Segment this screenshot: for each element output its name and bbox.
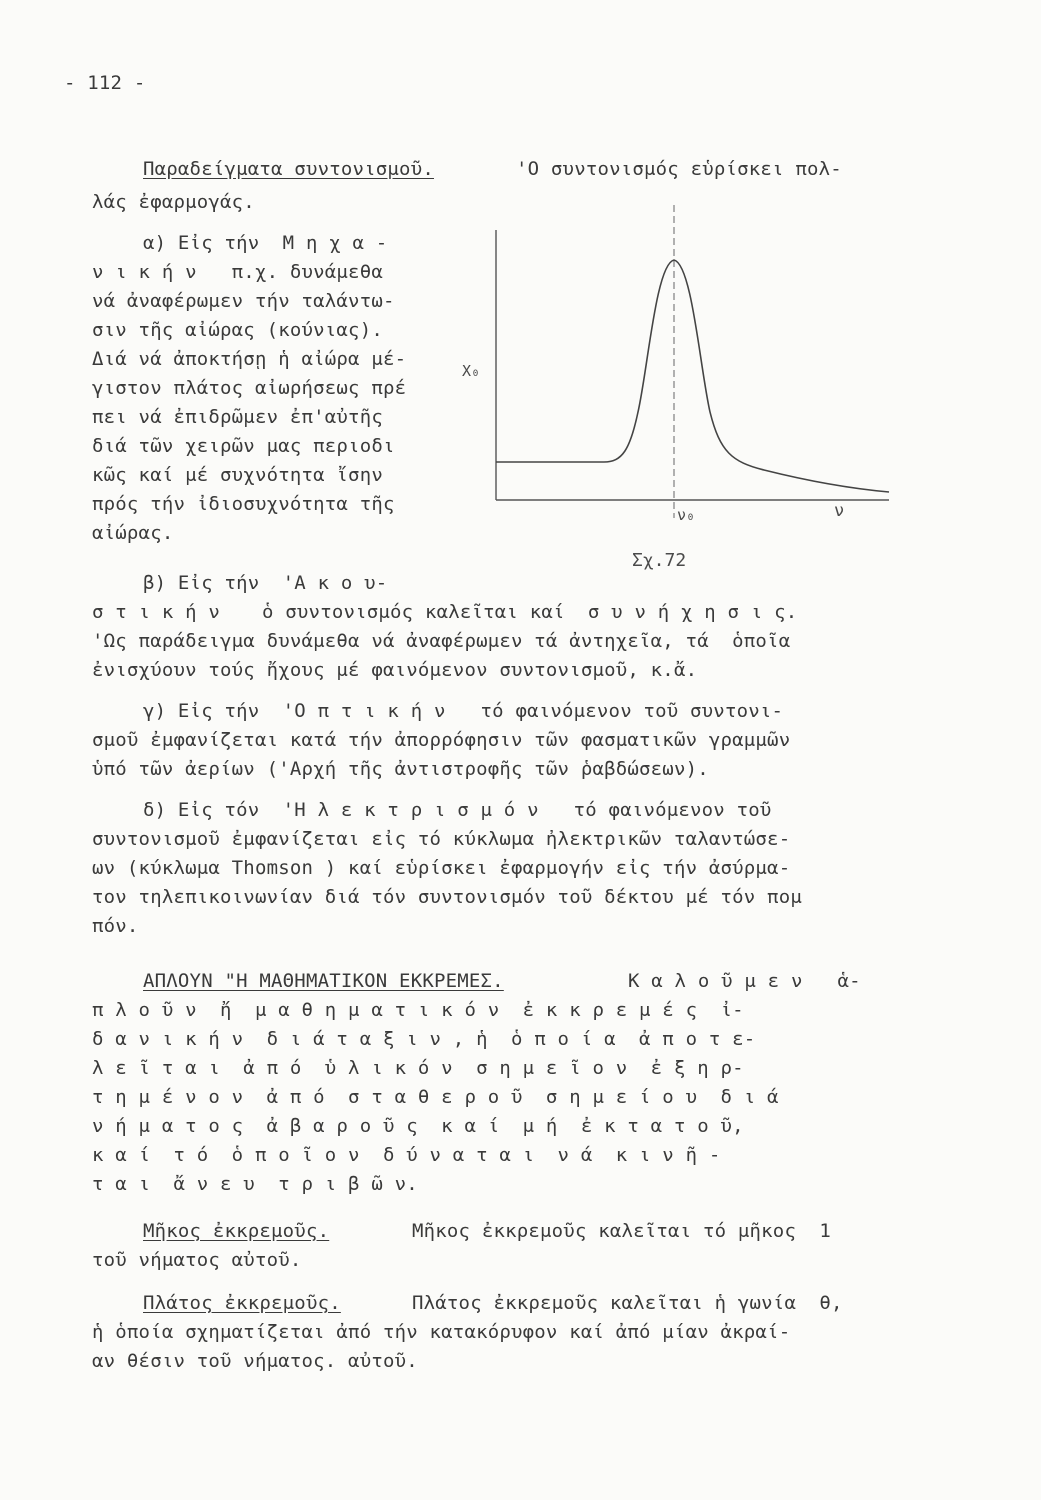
pendulum-line-6: ν ή μ α τ ο ς ἀ β α ρ ο ῦ ς κ α ί μ ή ἐ κ τ α τ ο ῦ, (92, 1115, 744, 1137)
resonance-curve (496, 260, 889, 492)
y-axis-label: Χ₀ (462, 362, 481, 380)
pendulum-line-3: δ α ν ι κ ή ν δ ι ά τ α ξ ι ν , ἡ ὁ π ο ί α ἀ π ο τ ε- (92, 1028, 756, 1050)
length-line-1: Μῆκος ἐκκρεμοῦς καλεῖται τό μῆκος 1 (412, 1220, 832, 1242)
section-heading-resonance-examples: Παραδείγματα συντονισμοῦ. (143, 158, 434, 180)
item-b-line-1: β) Εἰς τήν 'Α κ ο υ- (143, 572, 388, 594)
intro-line-1: 'Ο συντονισμός εὑρίσκει πολ- (516, 158, 842, 180)
item-a-line-7: πει νά ἐπιδρῶμεν ἐπ'αὐτῆς (92, 406, 383, 428)
intro-line-2: λάς ἐφαρμογάς. (92, 191, 255, 213)
x-axis-label: ν (834, 501, 845, 521)
pendulum-line-5: τ η μ έ ν ο ν ἀ π ό σ τ α θ ε ρ ο ῦ σ η μ ε ί ο υ δ ι ά (92, 1086, 779, 1108)
pendulum-line-1: Κ α λ ο ῦ μ ε ν ἁ- (628, 970, 861, 992)
item-c-line-2: σμοῦ ἐμφανίζεται κατά τήν ἀπορρόφησιν τῶν φασματικῶν γραμμῶν (92, 729, 791, 751)
item-a-line-9: κῶς καί μέ συχνότητα ἴσην (92, 464, 383, 486)
resonance-curve-figure (464, 200, 904, 580)
pendulum-line-7: κ α ί τ ό ὁ π ο ῖ ο ν δ ύ ν α τ α ι ν ά κ ι ν ῆ - (92, 1144, 721, 1166)
item-b-line-2a: σ τ ι κ ή ν (92, 601, 221, 623)
item-a-line-3: νά ἀναφέρωμεν τήν ταλάντω- (92, 290, 395, 312)
resonance-frequency-label: ν₀ (677, 506, 696, 524)
item-b-line-3: 'Ως παράδειγμα δυνάμεθα νά ἀναφέρωμεν τά ἀντηχεῖα, τά ὁποῖα (92, 630, 791, 652)
length-line-2: τοῦ νήματος αὐτοῦ. (92, 1249, 302, 1271)
pendulum-line-8: τ α ι ἄ ν ε υ τ ρ ι β ῶ ν. (92, 1173, 418, 1195)
item-b-line-2b: ὁ συντονισμός καλεῖται καί σ υ ν ή χ η σ ι ς. (262, 601, 798, 623)
section-heading-simple-pendulum: ΑΠΛΟΥΝ "Η ΜΑΘΗΜΑΤΙΚΟΝ ΕΚΚΡΕΜΕΣ. (143, 970, 504, 992)
item-a-line-4: σιν τῆς αἰώρας (κούνιας). (92, 319, 383, 341)
item-c-line-1: γ) Εἰς τήν 'Ο π τ ι κ ή ν τό φαινόμενον τοῦ συντονι- (143, 700, 784, 722)
item-d-line-2: συντονισμοῦ ἐμφανίζεται εἰς τό κύκλωμα ἠλεκτρικῶν ταλαντώσε- (92, 828, 791, 850)
pendulum-line-2: π λ ο ῦ ν ἤ μ α θ η μ α τ ι κ ό ν ἐ κ κ ρ ε μ έ ς ἰ- (92, 999, 744, 1021)
length-heading: Μῆκος ἐκκρεμοῦς. (143, 1220, 330, 1242)
amplitude-line-1: Πλάτος ἐκκρεμοῦς καλεῖται ἡ γωνία θ, (412, 1292, 843, 1314)
item-c-line-3: ὑπό τῶν ἀερίων ('Αρχή τῆς ἀντιστροφῆς τῶν ῥαβδώσεων). (92, 758, 709, 780)
item-a-line-5: Διά νά ἀποκτήσῃ ἡ αἰώρα μέ- (92, 348, 407, 370)
item-d-line-1: δ) Εἰς τόν 'Η λ ε κ τ ρ ι σ μ ό ν τό φαινόμενον τοῦ (143, 799, 772, 821)
pendulum-line-4: λ ε ῖ τ α ι ἀ π ό ὑ λ ι κ ό ν σ η μ ε ῖ ο ν ἐ ξ η ρ- (92, 1057, 744, 1079)
item-b-line-4: ἐνισχύουν τούς ἤχους μέ φαινόμενον συντονισμοῦ, κ.ἄ. (92, 659, 698, 681)
item-d-line-3: ων (κύκλωμα Thomson ) καί εὑρίσκει ἐφαρμογήν εἰς τήν ἀσύρμα- (92, 857, 791, 879)
page-number: - 112 - (64, 72, 146, 94)
item-d-line-4: τον τηλεπικοινωνίαν διά τόν συντονισμόν τοῦ δέκτου μέ τόν πομ (92, 886, 802, 908)
item-a-line-6: γιστον πλάτος αἰωρήσεως πρέ (92, 377, 407, 399)
item-d-line-5: πόν. (92, 915, 139, 937)
amplitude-line-3: αν θέσιν τοῦ νήματος. αὐτοῦ. (92, 1350, 418, 1372)
item-a-line-8: διά τῶν χειρῶν μας περιοδι (92, 435, 395, 457)
figure-caption: Σχ.72 (632, 550, 687, 571)
item-a-line-11: αἰώρας. (92, 522, 174, 544)
item-a-line-10: πρός τήν ἰδιοσυχνότητα τῆς (92, 493, 395, 515)
item-a-line-1: α) Εἰς τήν Μ η χ α - (143, 232, 388, 254)
amplitude-line-2: ἡ ὁποία σχηματίζεται ἀπό τήν κατακόρυφον καί ἀπό μίαν ἀκραί- (92, 1321, 791, 1343)
item-a-line-2: ν ι κ ή ν π.χ. δυνάμεθα (92, 261, 383, 283)
amplitude-heading: Πλάτος ἐκκρεμοῦς. (143, 1292, 341, 1314)
